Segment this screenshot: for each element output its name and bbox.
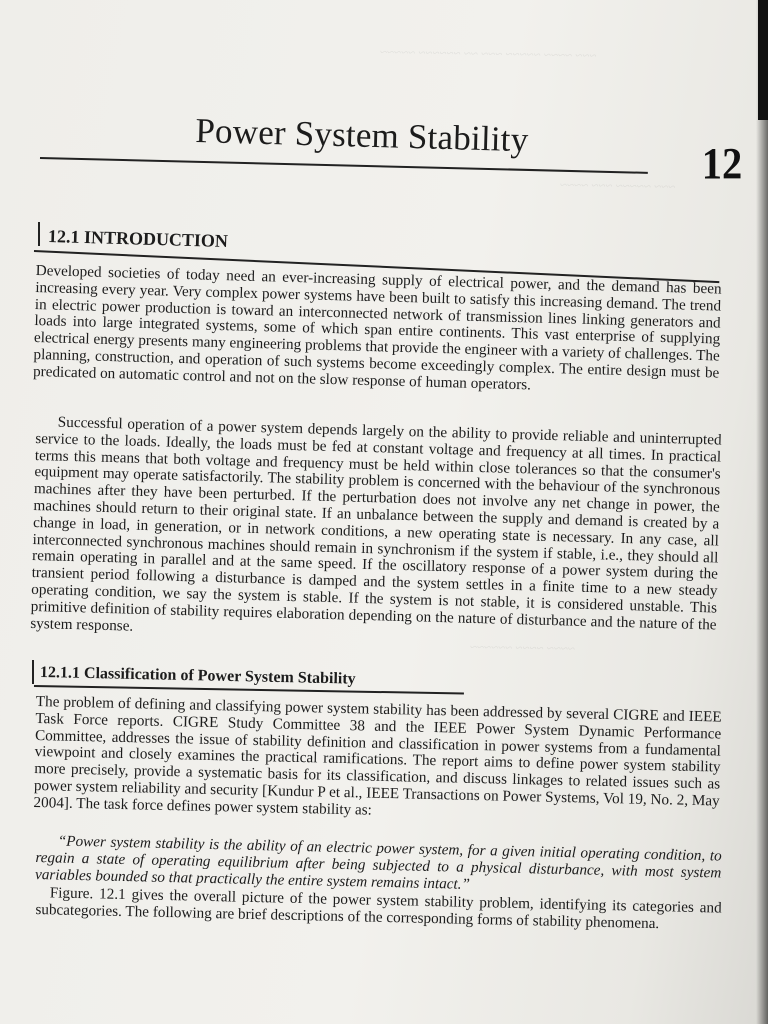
paragraph: Successful operation of a power system depends largely on the ability to provide reliable and uninterrupted service to the loads. Ideally, the loads must be fed at constant voltage and frequency at all times. In practical terms this means that both voltage and frequency must be held within close tolerances so that the consumer's equipment may operate satisfactorily. The stability problem is concerned with the behaviour of the synchronous machines after they have been perturbed. If the perturbation does not involve any net change in power, the machines should return to their original state. If an unbalance between the supply and demand is created by a change in load, in generation, or in network conditions, a new operating state is necessary. In any case, all interconnected synchronous machines should remain in synchronism if the system if stable, i.e., they should all remain operating in parallel and at the same speed. If the oscillatory response of a power system during the transient period following a disturbance is damped and the system settles in a finite time to a new steady operating condition, we say the system is stable. If the system is not stable, it is considered unstable. This primitive definition of stability requires elaboration depending on the nature of disturbance and the nature of the system response. [30, 413, 722, 635]
title-rule [40, 157, 648, 174]
paragraph: Figure. 12.1 gives the overall picture of the power system stability problem, identifying its categories and subcategories. The following are brief descriptions of the corresponding forms of stability phenomena. [35, 884, 722, 932]
section-heading-introduction: 12.1 INTRODUCTION [47, 226, 229, 252]
definition-quote: “Power system stability is the ability of an electric power system, for a given initial operating condition, to regain a state of operating equilibrium after being subjected to a physical disturbance, with most system variables bounded so that practically the entire system remains intact.” [34, 832, 722, 893]
show-through-text: ~~~ ~~~~~ ~~~ ~~~~ [559, 176, 676, 195]
section-bar [38, 222, 40, 246]
page-corner [758, 0, 768, 120]
paragraph: Developed societies of today need an ever-increasing supply of electrical power, and the demand has been increasing every year. Very complex power systems have been built to satisfy this increasing demand. The trend in electric power production is toward an interconnected network of transmission lines linking generators and loads into large integrated systems, some of which span entire continents. This vast enterprise of supplying electrical energy presents many engineering problems that provide the engineer with a variety of challenges. The planning, construction, and operation of such systems become exceedingly complex. The entire design must be predicated on automatic control and not on the slow response of human operators. [32, 262, 722, 394]
page-gutter-shadow [756, 0, 768, 1024]
show-through-text: ~~~ ~~~~ ~~~~~ ~~~ ~~ ~~~~~~ ~~~~~ [379, 44, 597, 63]
chapter-number: 12 [701, 139, 743, 188]
chapter-title: Power System Stability [194, 111, 529, 160]
section-bar [32, 660, 34, 684]
show-through-text: ~~~~ ~~~~ ~~~~~~ [469, 639, 576, 656]
section-heading-classification: 12.1.1 Classification of Power System Stability [39, 664, 356, 688]
paragraph: The problem of defining and classifying power system stability has been addressed by several CIGRE and IEEE Task Force reports. CIGRE Study Committee 38 and the IEEE Power System Dynamic Performance Committee, addresses the issue of stability definition and classification in power systems from a fundamental viewpoint and closely examines the practical ramifications. The report aims to define power system stability more precisely, provide a systematic basis for its classification, and discuss linkages to related issues such as power system reliability and security [Kundur P et al., IEEE Transactions on Power Systems, Vol 19, No. 2, May 2004]. The task force defines power system stability as: [33, 693, 722, 819]
